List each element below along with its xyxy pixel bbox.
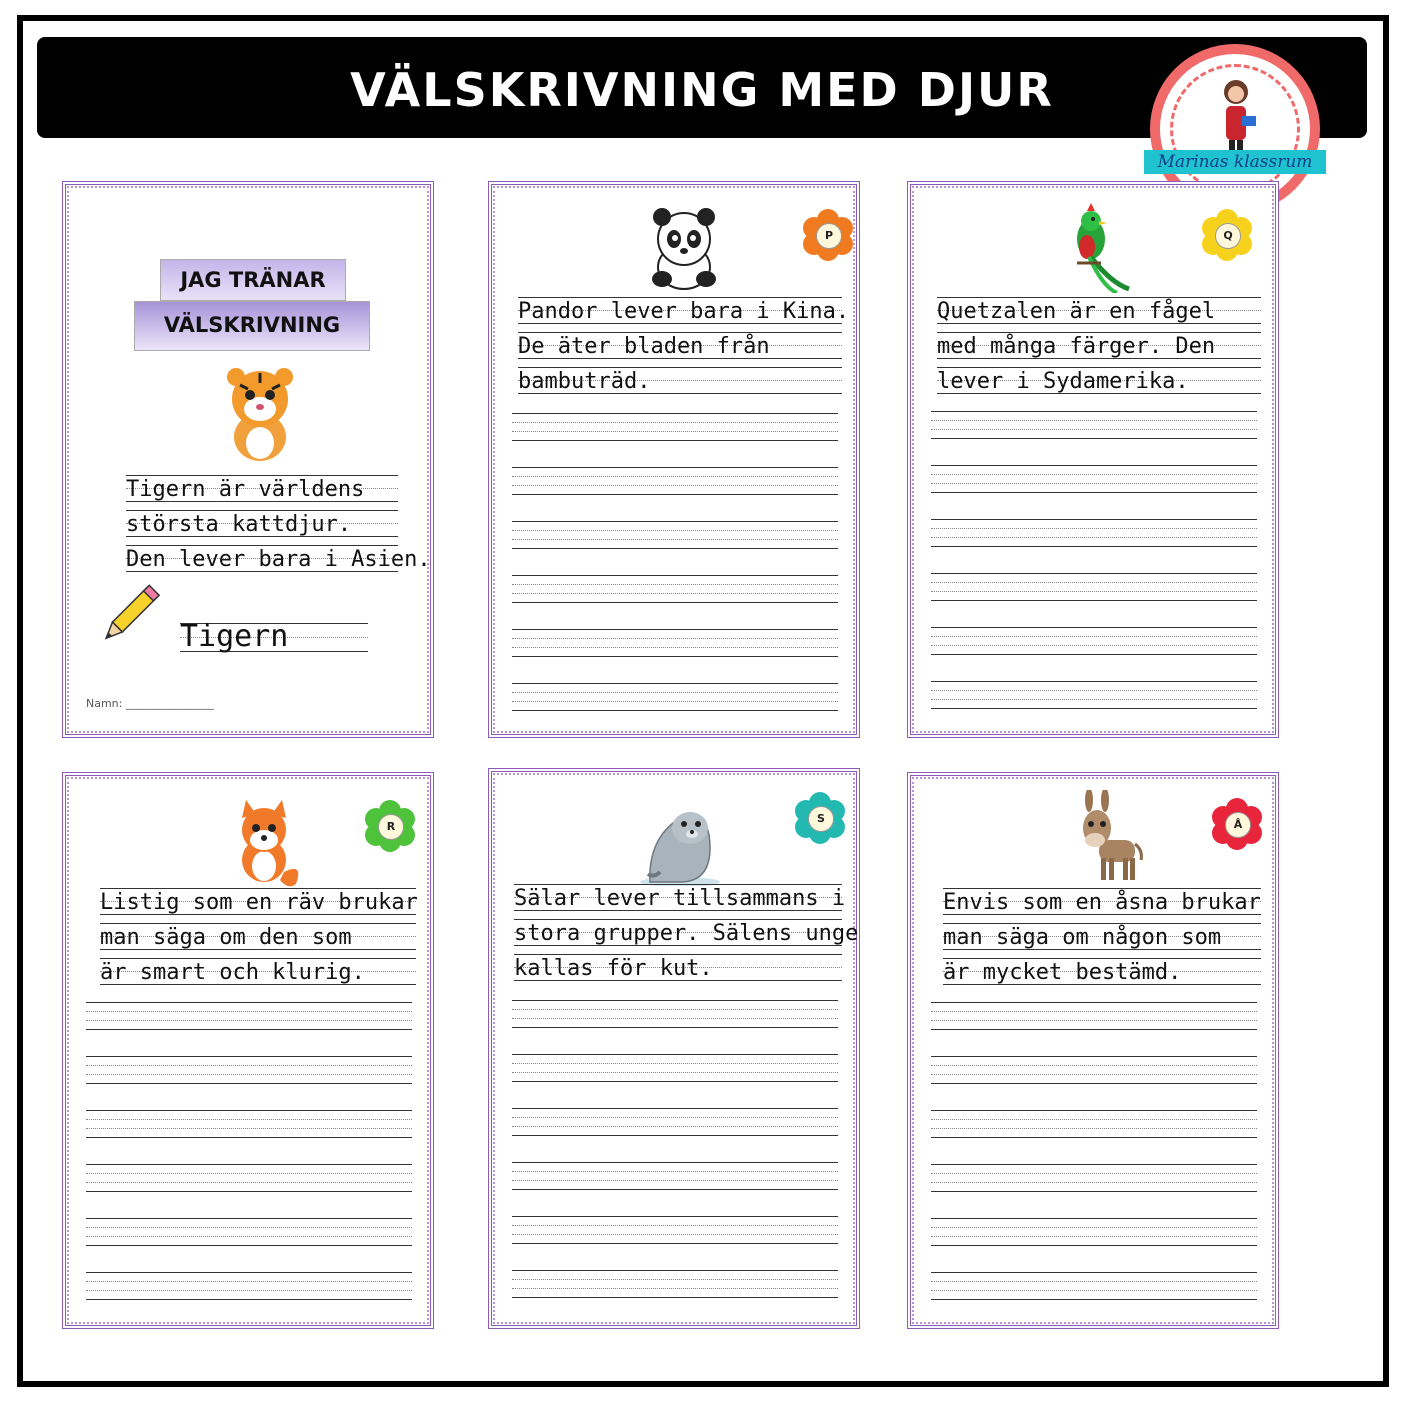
tiger-icon [216, 365, 304, 465]
sentence-line-2: man säga om den som [100, 925, 352, 950]
sentence-line-3: är smart och klurig. [100, 960, 365, 985]
sentence-line-3: bambuträd. [518, 369, 651, 394]
name-field[interactable]: Namn: ________________ [86, 697, 214, 710]
worksheet-card-å [907, 772, 1279, 1329]
quetzal-icon [1051, 201, 1131, 293]
sentence-line-1: Pandor lever bara i Kina. [518, 299, 850, 324]
worksheet-card-s [488, 768, 860, 1329]
page-title: VÄLSKRIVNING MED DJUR [350, 63, 1054, 117]
letter-label: P [816, 223, 842, 249]
logo-text: Marinas klassrum [1144, 150, 1326, 174]
sentence-line-3: är mycket bestämd. [943, 960, 1182, 985]
worksheet-card-q [907, 181, 1279, 738]
sentence-line-2: De äter bladen från [518, 334, 770, 359]
sentence-line-2: med många färger. Den [937, 334, 1216, 359]
letter-flower-icon [794, 792, 846, 844]
cover-sentence-line-3: Den lever bara i Asien. [126, 547, 431, 572]
letter-label: R [378, 814, 404, 840]
writing-lines[interactable] [931, 411, 1257, 735]
cover-badge-line1: JAG TRÄNAR [180, 268, 326, 292]
letter-flower-icon [802, 209, 854, 261]
worksheet-card-p [488, 181, 860, 738]
sentence-line-1: Quetzalen är en fågel [937, 299, 1216, 324]
cover-badge-line2: VÄLSKRIVNING [163, 313, 341, 337]
worksheet-card-r [62, 772, 434, 1329]
letter-flower-icon [1211, 798, 1263, 850]
sentence-line-2: stora grupper. Sälens unge [514, 921, 859, 946]
sentence-line-3: lever i Sydamerika. [937, 369, 1189, 394]
sentence-line-1: Sälar lever tillsammans i [514, 886, 846, 911]
writing-lines[interactable] [512, 413, 838, 737]
sentence-line-1: Envis som en åsna brukar [943, 890, 1261, 915]
sentence-line-2: man säga om någon som [943, 925, 1222, 950]
cover-badge-bottom [134, 301, 370, 351]
panda-icon [644, 203, 724, 295]
cover-sentence-line-1: Tigern är världens [126, 477, 365, 502]
letter-label: Q [1215, 223, 1241, 249]
writing-lines[interactable] [86, 1002, 412, 1326]
writing-lines[interactable] [512, 1000, 838, 1324]
cover-badge-top [160, 259, 346, 301]
writing-lines[interactable] [931, 1002, 1257, 1326]
letter-flower-icon [364, 800, 416, 852]
letter-label: Å [1225, 812, 1251, 838]
seal-icon [640, 794, 720, 886]
letter-flower-icon [1201, 209, 1253, 261]
cover-word: Tigern [180, 619, 289, 654]
sentence-line-1: Listig som en räv brukar [100, 890, 418, 915]
sentence-line-3: kallas för kut. [514, 956, 713, 981]
cover-card [62, 181, 434, 738]
letter-label: S [808, 806, 834, 832]
pencil-icon [92, 579, 164, 651]
fox-icon [224, 798, 304, 890]
cover-sentence-line-2: största kattdjur. [126, 512, 352, 537]
donkey-icon [1071, 790, 1151, 882]
